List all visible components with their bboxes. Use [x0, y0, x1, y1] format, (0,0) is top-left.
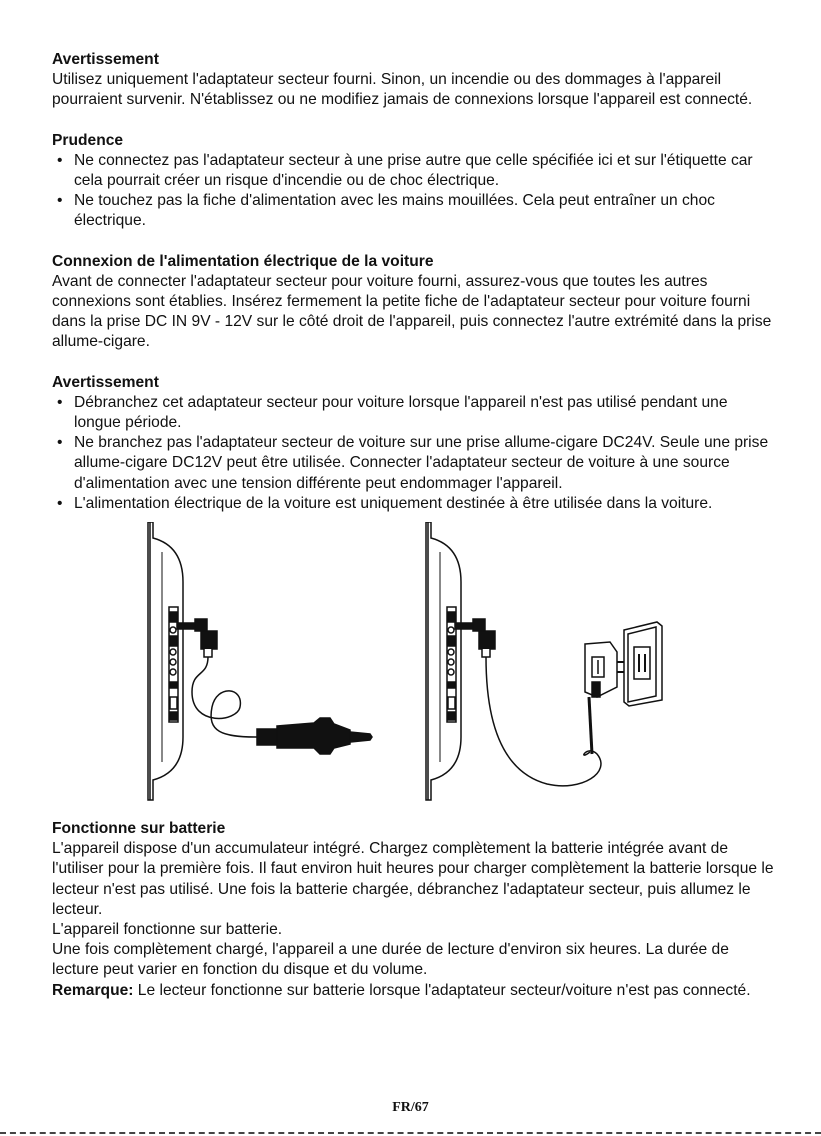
- bullet-list: [52, 151, 774, 232]
- section-text: L'appareil fonctionne sur batterie.: [52, 921, 283, 939]
- list-item: • Ne branchez pas l'adaptateur secteur de voiture sur une prise allume-cigare DC24V. Seule une prise allume-cigare DC12V peut être utilisée. Connecter l'adaptateur secteur de voiture à une source d'alimentation avec une tension différente peut endommager l'appareil.: [52, 433, 774, 494]
- section-text: L'appareil dispose d'un accumulateur intégré. Chargez complètement la batterie intégrée avant de l'utiliser pour la première fois. Il faut environ huit heures pour charger complètement la batterie lorsque le lecteur n'est pas utilisé. Une fois la batterie chargée, débranchez l'adaptateur secteur, puis allumez le lecteur.: [52, 840, 774, 918]
- figures-canvas: [52, 522, 774, 807]
- list-item: • Ne touchez pas la fiche d'alimentation avec les mains mouillées. Cela peut entraîner un choc électrique.: [52, 191, 774, 231]
- bullet-list: [52, 393, 774, 514]
- section-heading: Avertissement: [52, 51, 159, 68]
- section-heading: Prudence: [52, 131, 124, 149]
- section-text: Une fois complètement chargé, l'appareil a une durée de lecture d'environ six heures. La durée de lecture peut varier en fonction du disque et du volume.: [52, 941, 729, 979]
- list-item: • L'alimentation électrique de la voiture est uniquement destinée à être utilisée dans la voiture.: [52, 494, 774, 514]
- section-car-power: [52, 252, 774, 353]
- connection-figures: [52, 522, 774, 807]
- section-caution: [52, 131, 774, 232]
- section-text: Avant de connecter l'adaptateur secteur pour voiture fourni, assurez-vous que toutes les autres connexions sont établies. Insérez fermement la petite fiche de l'adaptateur secteur pour voiture fourni dans la prise DC IN 9V - 12V sur le côté droit de l'appareil, puis connectez l'autre extrémité dans la prise allume-cigare.: [52, 272, 772, 351]
- section-heading: Avertissement: [52, 373, 159, 391]
- remark: [52, 981, 774, 1001]
- remark-text: Le lecteur fonctionne sur batterie lorsque l'adaptateur secteur/voiture n'est pas connecté.: [133, 981, 751, 999]
- list-item: • Ne connectez pas l'adaptateur secteur à une prise autre que celle spécifiée ici et sur l'étiquette car cela pourrait créer un risque d'incendie ou de choc électrique.: [52, 151, 774, 191]
- section-heading: Connexion de l'alimentation électrique de la voiture: [52, 252, 434, 270]
- section-warning-1: [52, 50, 774, 111]
- section-text: Utilisez uniquement l'adaptateur secteur fourni. Sinon, un incendie ou des dommages à l'appareil pourraient survenir. N'établissez ou ne modifiez jamais de connexions lorsque l'appareil est connecté.: [52, 71, 753, 109]
- section-heading: Fonctionne sur batterie: [52, 820, 226, 838]
- section-warning-2: [52, 373, 774, 514]
- page-number: FR/67: [392, 1100, 429, 1115]
- car-adapter-illustration: [148, 522, 372, 800]
- wall-adapter-illustration: [426, 522, 662, 800]
- section-battery: [52, 819, 774, 1001]
- bottom-divider: [0, 1132, 821, 1134]
- remark-label: Remarque:: [52, 981, 134, 999]
- list-item: • Débranchez cet adaptateur secteur pour voiture lorsque l'appareil n'est pas utilisé pendant une longue période.: [52, 393, 774, 433]
- page-content: [52, 50, 774, 1001]
